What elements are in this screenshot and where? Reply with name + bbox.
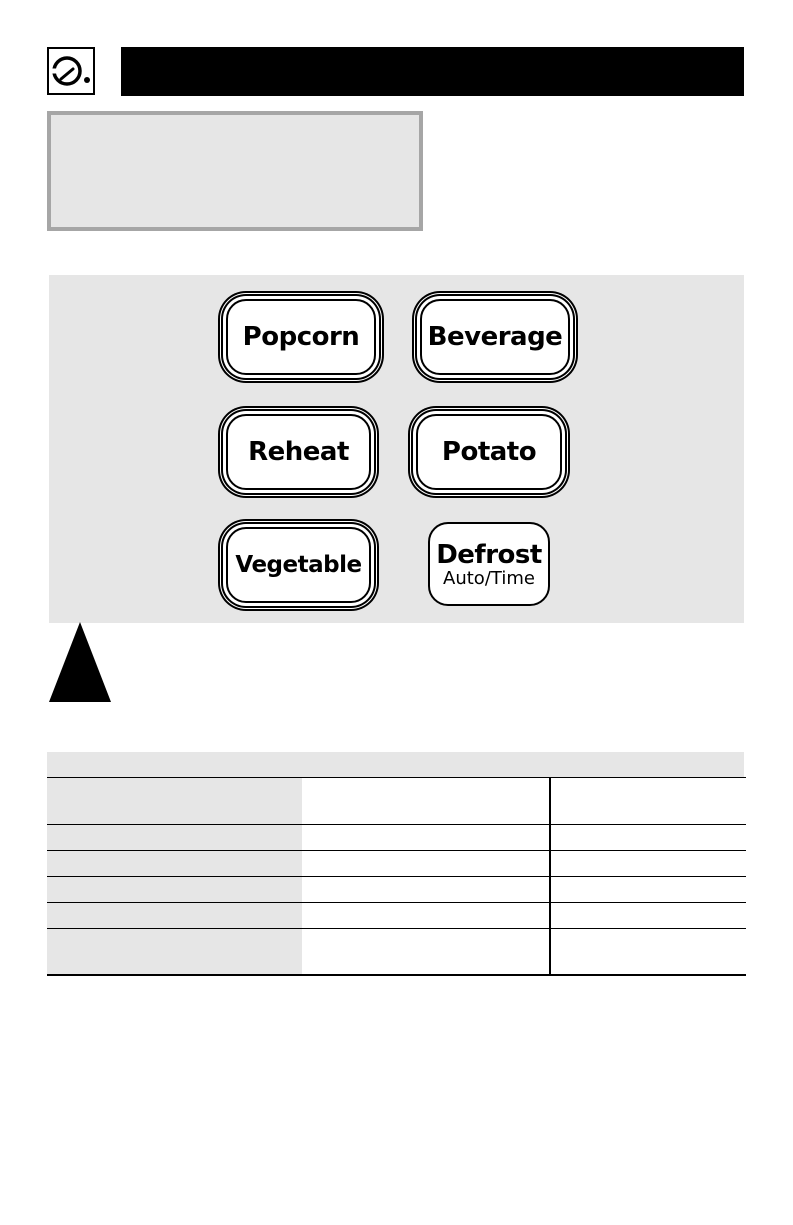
popcorn-key-label: Popcorn [242, 322, 360, 352]
table-cell [550, 851, 746, 877]
table-cell [550, 877, 746, 903]
reheat-key-label: Reheat [248, 437, 349, 467]
potato-key[interactable] [416, 414, 562, 490]
table-cell [47, 825, 302, 851]
table-cell [550, 903, 746, 929]
cooking-table [47, 752, 744, 976]
potato-key-label: Potato [441, 437, 537, 467]
table-cell [302, 778, 550, 825]
table-row [47, 825, 746, 851]
section-header-bar [121, 47, 744, 96]
table-row [47, 929, 746, 975]
table-cell [302, 825, 550, 851]
table-cell [47, 903, 302, 929]
header-icon-box [47, 47, 95, 95]
table-cell [47, 778, 302, 825]
table-cell [302, 851, 550, 877]
table-row [47, 877, 746, 903]
table-cell [47, 877, 302, 903]
beverage-key[interactable] [420, 299, 570, 375]
table-cell [550, 778, 746, 825]
table-cell [302, 903, 550, 929]
table-cell [302, 877, 550, 903]
table-row [47, 903, 746, 929]
table-cell [302, 929, 550, 975]
table-row [47, 851, 746, 877]
keypad-panel [49, 275, 744, 623]
vegetable-key-label: Vegetable [235, 552, 362, 578]
info-box [47, 111, 423, 231]
table-cell [550, 825, 746, 851]
reheat-key[interactable] [226, 414, 371, 490]
defrost-key[interactable] [428, 522, 550, 606]
microwave-dial-icon [49, 49, 93, 93]
table-cell [47, 851, 302, 877]
table-cell [47, 929, 302, 975]
defrost-key-sublabel: Auto/Time [443, 567, 535, 589]
table-header [47, 752, 744, 777]
vegetable-key[interactable] [226, 527, 371, 603]
beverage-key-label: Beverage [427, 322, 563, 352]
defrost-key-label: Defrost [436, 539, 542, 570]
warning-triangle-icon [47, 620, 113, 704]
table-grid [47, 777, 746, 976]
popcorn-key[interactable] [226, 299, 376, 375]
table-cell [550, 929, 746, 975]
table-row [47, 778, 746, 825]
